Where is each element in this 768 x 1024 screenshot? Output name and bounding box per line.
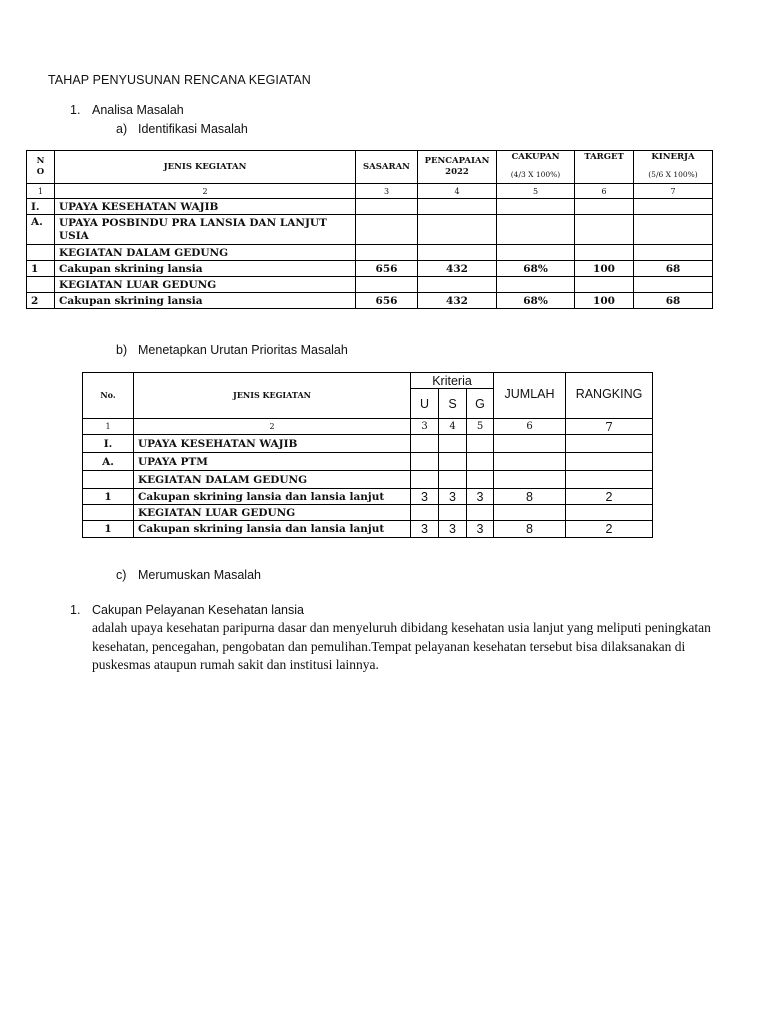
- identifikasi-masalah-table: [26, 150, 713, 309]
- table-row: [27, 215, 713, 245]
- row-no: 1: [27, 261, 55, 277]
- row-pencapaian: 432: [418, 293, 497, 309]
- header-jenis-kegiatan: JENIS KEGIATAN: [134, 373, 411, 419]
- header-cakupan: [497, 151, 575, 184]
- row-pencapaian: [418, 215, 497, 245]
- row-kinerja: [634, 277, 713, 293]
- row-jumlah: [494, 505, 566, 521]
- row-cakupan: 68%: [497, 261, 575, 277]
- header-target: TARGET: [575, 151, 634, 184]
- table-row: [27, 277, 713, 293]
- col-number: 6: [575, 184, 634, 199]
- row-rangking: [566, 471, 653, 489]
- row-jenis: UPAYA POSBINDU PRA LANSIA DAN LANJUT USIA: [55, 215, 356, 245]
- header-kinerja-formula: (5/6 X 100%): [648, 170, 698, 179]
- row-sasaran: 656: [356, 293, 418, 309]
- row-jenis: UPAYA KESEHATAN WAJIB: [134, 435, 411, 453]
- row-cakupan: 68%: [497, 293, 575, 309]
- subsection-c: [116, 568, 261, 582]
- row-no: [83, 471, 134, 489]
- row-no: I.: [27, 199, 55, 215]
- subsection-a-label: Identifikasi Masalah: [138, 122, 248, 136]
- header-rangking: RANGKING: [566, 373, 653, 419]
- row-target: [575, 245, 634, 261]
- row-g: 3: [467, 489, 494, 505]
- row-cakupan: [497, 245, 575, 261]
- row-kinerja: 68: [634, 293, 713, 309]
- row-jumlah: [494, 471, 566, 489]
- row-pencapaian: 432: [418, 261, 497, 277]
- page-title: TAHAP PENYUSUNAN RENCANA KEGIATAN: [48, 73, 311, 87]
- subsection-b-label: Menetapkan Urutan Prioritas Masalah: [138, 343, 348, 357]
- row-cakupan: [497, 215, 575, 245]
- row-rangking: 2: [566, 489, 653, 505]
- row-s: [439, 435, 467, 453]
- row-target: [575, 277, 634, 293]
- subsection-c-label: Merumuskan Masalah: [138, 568, 261, 582]
- row-pencapaian: [418, 277, 497, 293]
- header-kriteria: Kriteria: [411, 373, 494, 389]
- row-jenis: UPAYA PTM: [134, 453, 411, 471]
- row-cakupan: [497, 277, 575, 293]
- col-number: 3: [356, 184, 418, 199]
- row-u: [411, 435, 439, 453]
- col-number: 2: [134, 419, 411, 435]
- problem-heading-line: [70, 603, 720, 617]
- row-jenis: KEGIATAN DALAM GEDUNG: [134, 471, 411, 489]
- row-g: [467, 505, 494, 521]
- row-target: [575, 199, 634, 215]
- col-number: 1: [83, 419, 134, 435]
- row-no: 2: [27, 293, 55, 309]
- row-u: [411, 471, 439, 489]
- row-no: I.: [83, 435, 134, 453]
- row-u: 3: [411, 521, 439, 538]
- col-number: 7: [634, 184, 713, 199]
- subsection-b: [116, 343, 348, 357]
- row-rangking: 2: [566, 521, 653, 538]
- table-row: [83, 521, 653, 538]
- row-rangking: [566, 453, 653, 471]
- row-jenis: Cakupan skrining lansia dan lansia lanjut: [134, 489, 411, 505]
- header-jenis-kegiatan: JENIS KEGIATAN: [55, 151, 356, 184]
- section-analisa-masalah: [70, 103, 184, 117]
- subsection-b-marker: b): [116, 343, 128, 357]
- subsection-a: [116, 122, 248, 136]
- row-pencapaian: [418, 199, 497, 215]
- row-jumlah: 8: [494, 521, 566, 538]
- row-g: [467, 471, 494, 489]
- row-kinerja: [634, 245, 713, 261]
- subsection-a-marker: a): [116, 122, 128, 136]
- row-s: [439, 471, 467, 489]
- row-target: [575, 215, 634, 245]
- row-target: 100: [575, 261, 634, 277]
- row-rangking: [566, 435, 653, 453]
- row-sasaran: [356, 199, 418, 215]
- header-no: N O: [27, 151, 55, 184]
- row-jenis: Cakupan skrining lansia: [55, 261, 356, 277]
- header-cakupan-formula: (4/3 X 100%): [510, 170, 561, 179]
- row-kinerja: [634, 199, 713, 215]
- header-u: U: [411, 389, 439, 419]
- header-cakupan-label: CAKUPAN: [511, 152, 560, 162]
- header-kinerja: [634, 151, 713, 184]
- col-number: 7: [566, 419, 653, 435]
- row-jenis: KEGIATAN DALAM GEDUNG: [55, 245, 356, 261]
- header-s: S: [439, 389, 467, 419]
- table-row: [83, 453, 653, 471]
- row-jenis: KEGIATAN LUAR GEDUNG: [134, 505, 411, 521]
- row-jenis: KEGIATAN LUAR GEDUNG: [55, 277, 356, 293]
- row-jumlah: [494, 435, 566, 453]
- header-g: G: [467, 389, 494, 419]
- col-number: 2: [55, 184, 356, 199]
- header-jumlah: JUMLAH: [494, 373, 566, 419]
- section-number: 1.: [70, 103, 81, 117]
- problem-body: adalah upaya kesehatan paripurna dasar dan menyeluruh dibidang kesehatan usia lanjut yang meliputi peningkatan kesehatan, pencegahan, pengobatan dan pemulihan.Tempat pelayanan kesehatan tersebut bisa dilaksanakan di puskesmas ataupun rumah sakit dan institusi lainnya.: [92, 620, 711, 672]
- row-jenis: UPAYA KESEHATAN WAJIB: [55, 199, 356, 215]
- row-g: [467, 435, 494, 453]
- row-sasaran: [356, 277, 418, 293]
- problem-statement: [70, 603, 720, 675]
- table-row: [83, 435, 653, 453]
- table-row: [27, 245, 713, 261]
- row-s: 3: [439, 521, 467, 538]
- table2-column-number-row: [83, 419, 653, 435]
- row-no: A.: [83, 453, 134, 471]
- row-no: [83, 505, 134, 521]
- row-pencapaian: [418, 245, 497, 261]
- table-row: [83, 505, 653, 521]
- header-sasaran: SASARAN: [356, 151, 418, 184]
- row-g: 3: [467, 521, 494, 538]
- row-no: [27, 245, 55, 261]
- row-no: 1: [83, 521, 134, 538]
- header-no: No.: [83, 373, 134, 419]
- col-number: 6: [494, 419, 566, 435]
- row-no: 1: [83, 489, 134, 505]
- row-kinerja: 68: [634, 261, 713, 277]
- row-s: [439, 505, 467, 521]
- col-number: 1: [27, 184, 55, 199]
- problem-heading: Cakupan Pelayanan Kesehatan lansia: [92, 603, 304, 617]
- row-cakupan: [497, 199, 575, 215]
- table-row: [83, 471, 653, 489]
- table-row: [27, 293, 713, 309]
- row-u: [411, 505, 439, 521]
- header-kinerja-label: KINERJA: [651, 152, 695, 162]
- col-number: 4: [418, 184, 497, 199]
- col-number: 5: [497, 184, 575, 199]
- table-row: [27, 261, 713, 277]
- row-kinerja: [634, 215, 713, 245]
- row-jumlah: 8: [494, 489, 566, 505]
- table-row: [27, 199, 713, 215]
- row-jenis: Cakupan skrining lansia dan lansia lanjut: [134, 521, 411, 538]
- row-jumlah: [494, 453, 566, 471]
- col-number: 5: [467, 419, 494, 435]
- row-no: [27, 277, 55, 293]
- row-s: [439, 453, 467, 471]
- table1-column-number-row: [27, 184, 713, 199]
- row-sasaran: [356, 215, 418, 245]
- col-number: 4: [439, 419, 467, 435]
- col-number: 3: [411, 419, 439, 435]
- row-u: 3: [411, 489, 439, 505]
- row-sasaran: [356, 245, 418, 261]
- row-no: A.: [27, 215, 55, 245]
- row-rangking: [566, 505, 653, 521]
- subsection-c-marker: c): [116, 568, 127, 582]
- row-jenis: Cakupan skrining lansia: [55, 293, 356, 309]
- row-target: 100: [575, 293, 634, 309]
- section-label: Analisa Masalah: [92, 103, 184, 117]
- row-u: [411, 453, 439, 471]
- header-pencapaian: PENCAPAIAN 2022: [418, 151, 497, 184]
- problem-number: 1.: [70, 603, 81, 617]
- row-sasaran: 656: [356, 261, 418, 277]
- table2-header-row: [83, 373, 653, 389]
- row-s: 3: [439, 489, 467, 505]
- table1-header-row: [27, 151, 713, 184]
- row-g: [467, 453, 494, 471]
- table-row: [83, 489, 653, 505]
- prioritas-masalah-table: [82, 372, 653, 538]
